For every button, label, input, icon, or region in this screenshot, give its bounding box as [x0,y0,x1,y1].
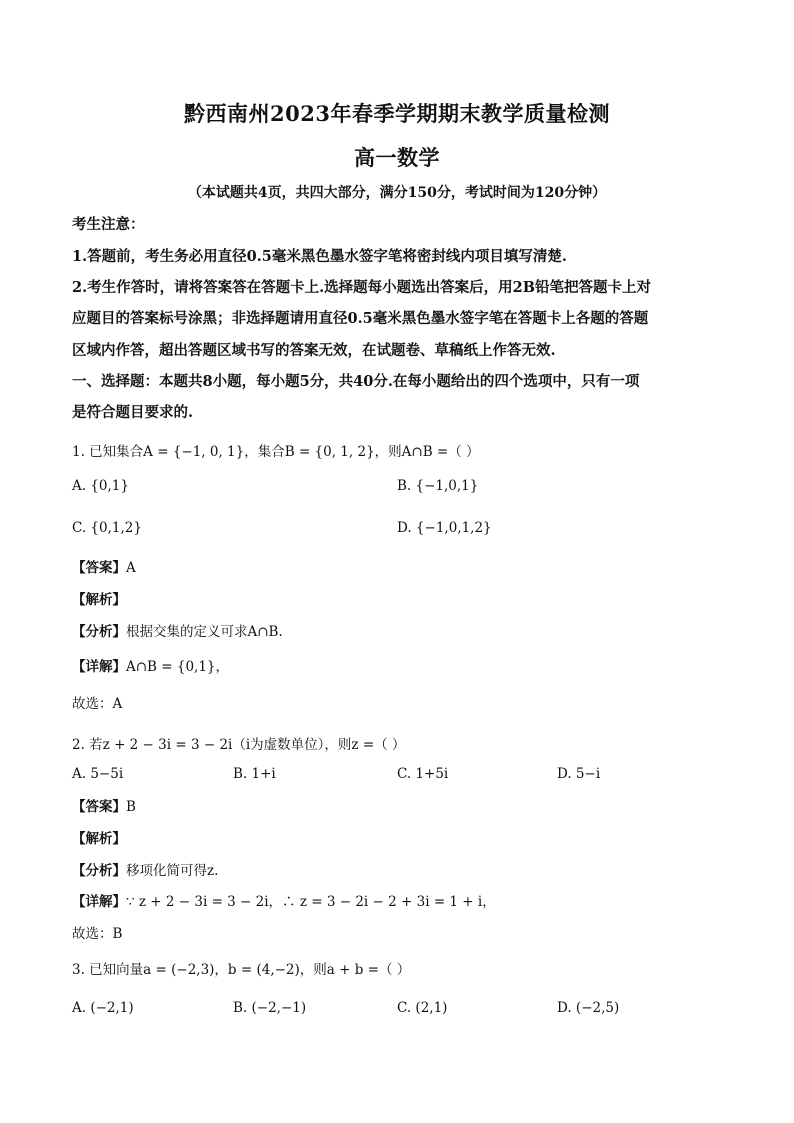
analysis-text: 根据交集的定义可求A∩B. [126,624,283,640]
section-heading-line-2: 是符合题目要求的. [72,404,194,421]
question-2-detail [72,890,496,910]
question-1-detail [72,655,229,675]
answer-value: B [126,799,136,815]
question-1-analysis [72,620,283,640]
exam-subject: 高一数学 [354,145,440,170]
question-1-answer [72,556,136,576]
notice-line-2c: 区域内作答，超出答题区域书写的答案无效，在试题卷、草稿纸上作答无效. [72,342,556,359]
question-3-option-d: D. (−2,5) [557,1000,620,1016]
exam-title: 黔西南州2023年春季学期期末教学质量检测 [184,101,610,126]
detail-label: 【详解】 [72,894,126,910]
analysis-label: 【分析】 [72,624,126,640]
answer-label: 【答案】 [72,799,126,815]
question-2-analysis-heading: 【解析】 [72,831,126,847]
detail-label: 【详解】 [72,659,126,675]
answer-value: A [126,560,136,576]
detail-text: ∵ z + 2 − 3i = 3 − 2i，∴ z = 3 − 2i − 2 + 3i = 1 + i， [126,894,496,910]
question-2-option-a: A. 5−5i [72,766,124,782]
notice-line-2a: 2.考生作答时，请将答案答在答题卡上.选择题每小题选出答案后，用2B铅笔把答题卡上对 [72,279,652,296]
exam-note: （本试题共4页，共四大部分，满分150分，考试时间为120分钟） [187,185,607,201]
question-1-stem: 1. 已知集合A = {−1, 0, 1}，集合B = {0, 1, 2}，则A∩B =（ ） [72,444,480,460]
question-1-analysis-heading: 【解析】 [72,592,126,608]
analysis-label: 【分析】 [72,863,126,879]
answer-label: 【答案】 [72,560,126,576]
question-1-option-a: A. {0,1} [72,478,129,494]
question-1-option-c: C. {0,1,2} [72,520,142,536]
question-2-option-c: C. 1+5i [397,766,449,782]
question-1-option-b: B. {−1,0,1} [397,478,479,494]
notice-line-2b: 应题目的答案标号涂黑；非选择题请用直径0.5毫米黑色墨水签字笔在答题卡上各题的答题 [72,310,649,327]
notice-heading: 考生注意： [72,216,145,233]
question-2-option-b: B. 1+i [233,766,276,782]
question-2-option-d: D. 5−i [557,766,601,782]
question-3-option-c: C. (2,1) [397,1000,448,1016]
notice-line-1: 1.答题前，考生务必用直径0.5毫米黑色墨水签字笔将密封线内项目填写清楚. [72,248,567,265]
question-1-choice: 故选：A [72,696,123,712]
analysis-text: 移项化简可得z. [126,863,219,879]
question-2-answer [72,795,136,815]
section-heading-line-1: 一、选择题：本题共8小题，每小题5分，共40分.在每小题给出的四个选项中，只有一项 [72,373,640,390]
question-2-analysis [72,859,218,879]
question-2-choice: 故选：B [72,926,123,942]
detail-text: A∩B = {0,1}， [126,659,230,675]
question-1-option-d: D. {−1,0,1,2} [397,520,492,536]
question-3-stem: 3. 已知向量a = (−2,3)，b = (4,−2)，则a + b =（ ） [72,962,411,978]
question-2-stem: 2. 若z + 2 − 3i = 3 − 2i（i为虚数单位），则z =（ ） [72,737,406,753]
question-3-option-a: A. (−2,1) [72,1000,134,1016]
question-3-option-b: B. (−2,−1) [233,1000,307,1016]
